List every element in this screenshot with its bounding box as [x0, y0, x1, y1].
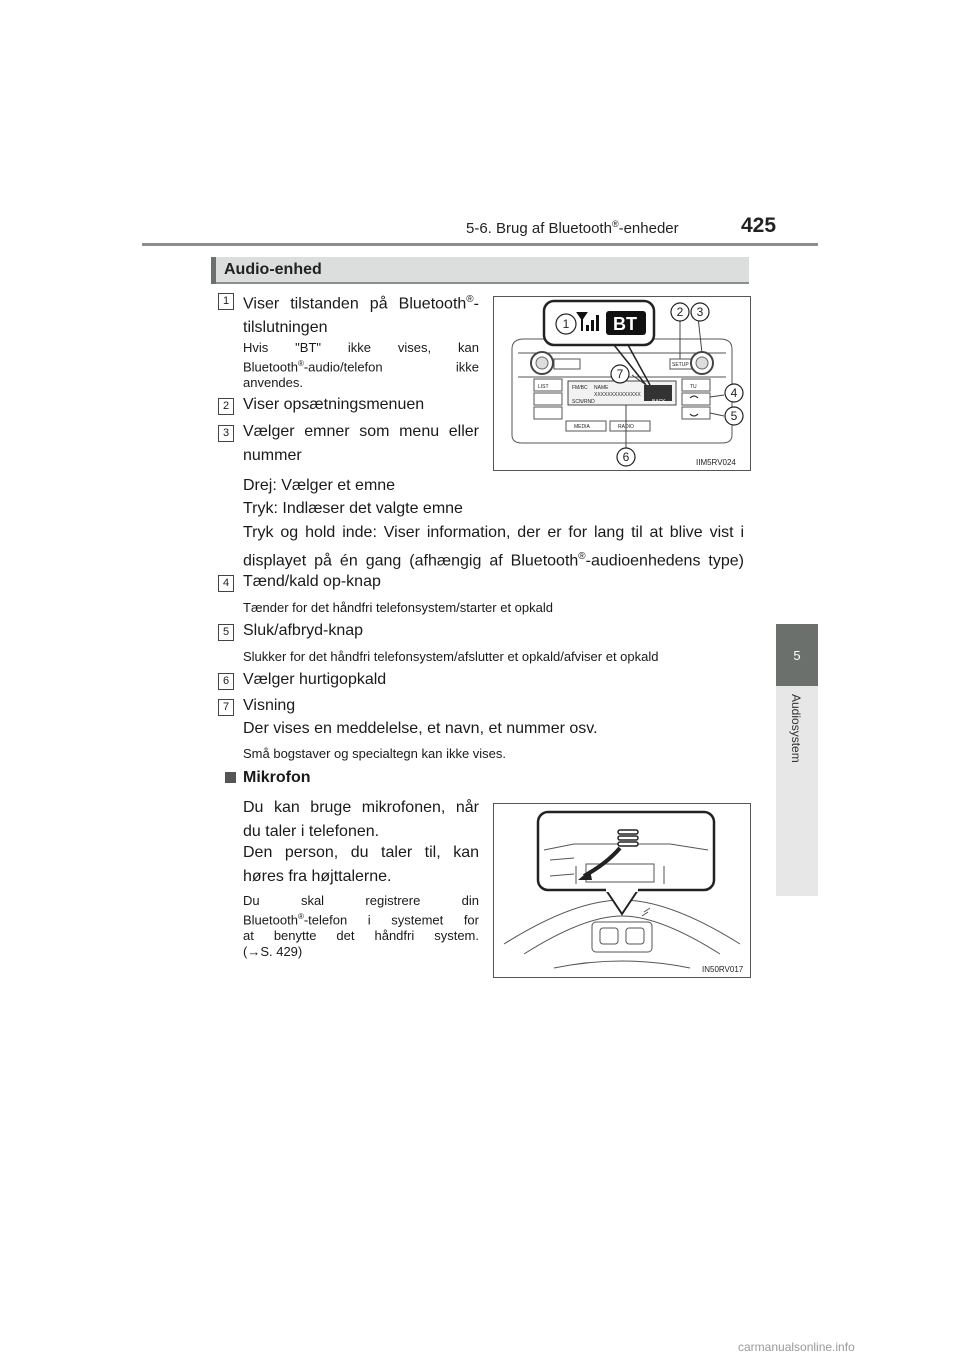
item-number-6: 6: [218, 673, 234, 690]
tune-button-label: TU: [690, 384, 697, 390]
item-1-text-a: Viser tilstanden på Bluetooth: [243, 295, 467, 313]
watermark: carmanualsonline.info: [738, 1340, 855, 1354]
screen-label-3: XXXXXXXXXXXXXX: [594, 392, 641, 398]
mic-p2-line-2: høres fra højttalerne.: [243, 868, 392, 885]
dial-hold-line-2b: -audioenhedens type): [585, 552, 744, 570]
screen-label-2: NAME: [594, 385, 609, 391]
item-1-text: [243, 288, 479, 340]
callout-7: 7: [616, 367, 624, 381]
item-number-4: 4: [218, 575, 234, 592]
off-hook-icon: [690, 414, 698, 416]
header-section-ref: 5-6. Brug af Bluetooth: [466, 220, 612, 237]
item-number-5: 5: [218, 624, 234, 641]
dial-turn-note: Drej: Vælger et emne: [243, 477, 396, 494]
header-reg-mark: ®: [611, 219, 619, 229]
item-3-line-1: Vælger emner som menu eller: [243, 423, 479, 440]
radio-button-label: RADIO: [618, 424, 634, 430]
callout-5: 5: [730, 409, 738, 423]
setup-button-label: SETUP: [672, 362, 689, 368]
microphone-icon: [618, 830, 638, 846]
audio-unit-illustration: [494, 297, 750, 470]
screen-label-4: SCN/RND: [572, 399, 595, 405]
bt-note-line-3: anvendes.: [243, 375, 303, 391]
dial-hold-reg: ®: [578, 551, 586, 562]
item-4-text: Tænd/kald op-knap: [243, 573, 381, 590]
callout-6: 6: [622, 450, 630, 464]
section-header-marker: [211, 257, 216, 284]
mic-note-line-3: at benytte det håndfri system.: [243, 928, 479, 944]
running-header: [466, 219, 679, 237]
bt-note-reg: ®: [297, 359, 304, 368]
item-2-text: Viser opsætningsmenuen: [243, 396, 425, 413]
bt-note-line-2b: -audio/telefon ikke: [303, 359, 479, 375]
mic-note-line-2a: Bluetooth: [243, 912, 298, 928]
item-1-text-c: tilslutningen: [243, 319, 328, 337]
off-hook-note: Slukker for det håndfri telefonsystem/afslutter et opkald/afviser et opkald: [243, 649, 659, 664]
media-button-label: MEDIA: [574, 424, 590, 430]
callout-1: 1: [562, 317, 570, 331]
microphone-paragraph-2: [243, 841, 479, 889]
screen-label-1: FM/BC: [572, 385, 588, 391]
list-button-label: LIST: [538, 384, 549, 390]
dial-hold-note: [243, 521, 744, 573]
mic-p2-line-1: Den person, du taler til, kan: [243, 844, 479, 861]
mic-note-line-4: (→S. 429): [243, 944, 303, 960]
header-section-suffix: -enheder: [618, 220, 679, 237]
page-number: 425: [741, 214, 777, 237]
bullet-square: [225, 772, 236, 783]
section-title: Audio-enhed: [224, 261, 322, 278]
bt-note-line-1: Hvis "BT" ikke vises, kan: [243, 340, 479, 355]
audio-unit-figure: [493, 296, 751, 471]
dial-press-note: Tryk: Indlæser det valgte emne: [243, 500, 463, 517]
mic-note-reg: ®: [297, 912, 304, 921]
item-6-text: Vælger hurtigopkald: [243, 671, 387, 688]
chapter-tab-title: Audiosystem: [789, 694, 803, 763]
display-note: Små bogstaver og specialtegn kan ikke vises.: [243, 746, 507, 761]
back-button-label: BACK: [652, 399, 666, 405]
mic-p1-line-2: du taler i telefonen.: [243, 823, 380, 840]
dial-hold-line-1: Tryk og hold inde: Viser information, der er for lang til at blive vist i: [243, 524, 744, 541]
item-3-text: [243, 420, 479, 468]
mic-p1-line-1: Du kan bruge mikrofonen, når: [243, 799, 479, 816]
dial-hold-line-2a: displayet på én gang (afhængig af Bluetooth: [243, 552, 579, 570]
callout-3: 3: [696, 305, 704, 319]
bt-indicator: BT: [613, 314, 637, 334]
item-3-line-2: nummer: [243, 447, 302, 464]
item-1-reg: ®: [466, 294, 474, 305]
mic-figure-code: IN50RV017: [702, 965, 744, 974]
microphone-paragraph-1: [243, 796, 479, 844]
item-number-3: 3: [218, 425, 234, 442]
on-hook-note: Tænder for det håndfri telefonsystem/starter et opkald: [243, 600, 553, 615]
bt-note-line-2a: Bluetooth: [243, 359, 298, 375]
item-number-2: 2: [218, 398, 234, 415]
microphone-illustration: [494, 804, 750, 977]
header-rule: [142, 243, 818, 246]
item-5-text: Sluk/afbryd-knap: [243, 622, 364, 639]
mic-note-line-2b: -telefon i systemet for: [303, 912, 479, 928]
callout-4: 4: [730, 386, 738, 400]
item-7-text: Visning: [243, 697, 296, 714]
bt-note: [243, 340, 479, 391]
callout-2: 2: [676, 305, 684, 319]
item-number-7: 7: [218, 699, 234, 716]
microphone-heading: Mikrofon: [243, 769, 311, 786]
item-1-text-b: -: [473, 295, 479, 313]
figure-code: IIM5RV024: [696, 458, 736, 467]
microphone-figure: [493, 803, 751, 978]
chapter-tab: [776, 686, 818, 896]
microphone-note: [243, 893, 479, 960]
chapter-tab-number: 5: [776, 624, 818, 686]
mic-note-line-1: Du skal registrere din: [243, 893, 479, 908]
item-number-1: 1: [218, 293, 234, 310]
display-description: Der vises en meddelelse, et navn, et nummer osv.: [243, 720, 598, 737]
on-hook-icon: [690, 396, 698, 398]
